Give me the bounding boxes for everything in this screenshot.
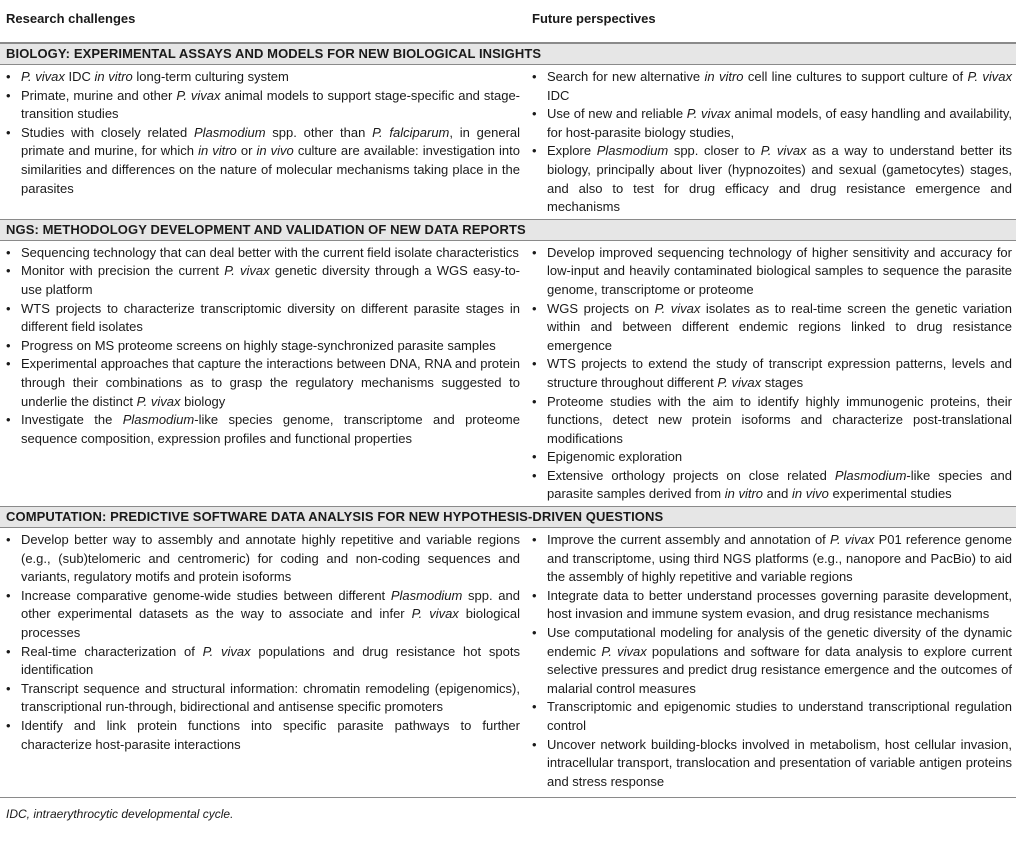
section-title: NGS: METHODOLOGY DEVELOPMENT AND VALIDATION OF NEW DATA REPORTS	[0, 219, 1016, 241]
section-title: BIOLOGY: EXPERIMENTAL ASSAYS AND MODELS FOR NEW BIOLOGICAL INSIGHTS	[0, 43, 1016, 65]
list-item: • P. vivax IDC in vitro long-term culturing system	[6, 68, 520, 87]
section-title: COMPUTATION: PREDICTIVE SOFTWARE DATA ANALYSIS FOR NEW HYPOTHESIS-DRIVEN QUESTIONS	[0, 506, 1016, 528]
list-item: • Real-time characterization of P. vivax populations and drug resistance hot spots identification	[6, 643, 520, 680]
column-header-future-perspectives: Future perspectives	[532, 11, 656, 26]
list-item: • Use of new and reliable P. vivax animal models, of easy handling and availability, for host-parasite biology studies,	[532, 105, 1012, 142]
column-header-research-challenges: Research challenges	[6, 11, 136, 26]
list-item: • Integrate data to better understand processes governing parasite development, host invasion and immune system evasion, and drug resistance mechanisms	[532, 587, 1012, 624]
section-ngs	[0, 219, 1016, 506]
list-item: • Transcriptomic and epigenomic studies to understand transcriptional regulation control	[532, 698, 1012, 735]
section-biology	[0, 43, 1016, 219]
challenges-list	[6, 68, 520, 198]
list-item: • Monitor with precision the current P. vivax genetic diversity through a WGS easy-to-use platform	[6, 262, 520, 299]
perspectives-list	[532, 244, 1012, 504]
list-item: • Progress on MS proteome screens on highly stage-synchronized parasite samples	[6, 337, 520, 356]
list-item: • Investigate the Plasmodium-like species genome, transcriptome and proteome sequence composition, expression profiles and functional properties	[6, 411, 520, 448]
list-item: • Improve the current assembly and annotation of P. vivax P01 reference genome and transcriptome, using third NGS platforms (e.g., nanopore and PacBio) to aid the assembly of highly repetitive and variable regions	[532, 531, 1012, 587]
list-item: • Studies with closely related Plasmodium spp. other than P. falciparum, in general primate and murine, for which in vitro or in vivo culture are available: investigation into similarities and differences on the nature of molecular mechanisms taking place in the parasites	[6, 124, 520, 198]
list-item: • Develop better way to assembly and annotate highly repetitive and variable regions (e.g., (sub)telomeric and centromeric) for coding and non-coding sequences and variants, regulatory motifs and protein isoforms	[6, 531, 520, 587]
list-item: • Develop improved sequencing technology of higher sensitivity and accuracy for low-input and heavily contaminated biological samples to sequence the parasite genome, transcriptome or proteome	[532, 244, 1012, 300]
table-header	[0, 8, 1016, 43]
challenges-list	[6, 244, 520, 449]
list-item: • WGS projects on P. vivax isolates as to real-time screen the genetic variation within and between different endemic regions linked to drug resistance emergence	[532, 300, 1012, 356]
list-item: • WTS projects to characterize transcriptomic diversity on different parasite stages in different field isolates	[6, 300, 520, 337]
list-item: • Experimental approaches that capture the interactions between DNA, RNA and protein through their combinations as to grasp the regulatory mechanisms suggested to underlie the distinct P. vivax biology	[6, 355, 520, 411]
list-item: • Uncover network building-blocks involved in metabolism, host cellular invasion, intracellular transport, translocation and presentation of variable antigen proteins and stress response	[532, 736, 1012, 792]
list-item: • Primate, murine and other P. vivax animal models to support stage-specific and stage-transition studies	[6, 87, 520, 124]
list-item: • Identify and link protein functions into specific parasite pathways to further characterize host-parasite interactions	[6, 717, 520, 754]
list-item: • Explore Plasmodium spp. closer to P. vivax as a way to understand better its biology, principally about liver (hypnozoites) and sexual (gametocytes) stages, and also to test for drug efficacy and drug resistance emergence and mechanisms	[532, 142, 1012, 216]
perspectives-list	[532, 531, 1012, 791]
list-item: • WTS projects to extend the study of transcript expression patterns, levels and structure throughout different P. vivax stages	[532, 355, 1012, 392]
list-item: • Sequencing technology that can deal better with the current field isolate characteristics	[6, 244, 520, 263]
perspectives-list	[532, 68, 1012, 217]
list-item: • Use computational modeling for analysis of the genetic diversity of the dynamic endemic P. vivax populations and software for data analysis to explore current selective pressures and predict drug resistance emergence and the outcomes of malarial control measures	[532, 624, 1012, 698]
list-item: • Search for new alternative in vitro cell line cultures to support culture of P. vivax IDC	[532, 68, 1012, 105]
list-item: • Transcript sequence and structural information: chromatin remodeling (epigenomics), transcriptional run-through, bidirectional and antisense specific promoters	[6, 680, 520, 717]
list-item: • Extensive orthology projects on close related Plasmodium-like species and parasite samples derived from in vitro and in vivo experimental studies	[532, 467, 1012, 504]
table-footnote: IDC, intraerythrocytic developmental cycle.	[0, 797, 1016, 821]
list-item: • Epigenomic exploration	[532, 448, 1012, 467]
section-computation	[0, 506, 1016, 793]
list-item: • Proteome studies with the aim to identify highly immunogenic proteins, their functions, detect new protein isoforms and characterize post-translational modifications	[532, 393, 1012, 449]
list-item: • Increase comparative genome-wide studies between different Plasmodium spp. and other experimental datasets as the way to associate and infer P. vivax biological processes	[6, 587, 520, 643]
challenges-list	[6, 531, 520, 754]
